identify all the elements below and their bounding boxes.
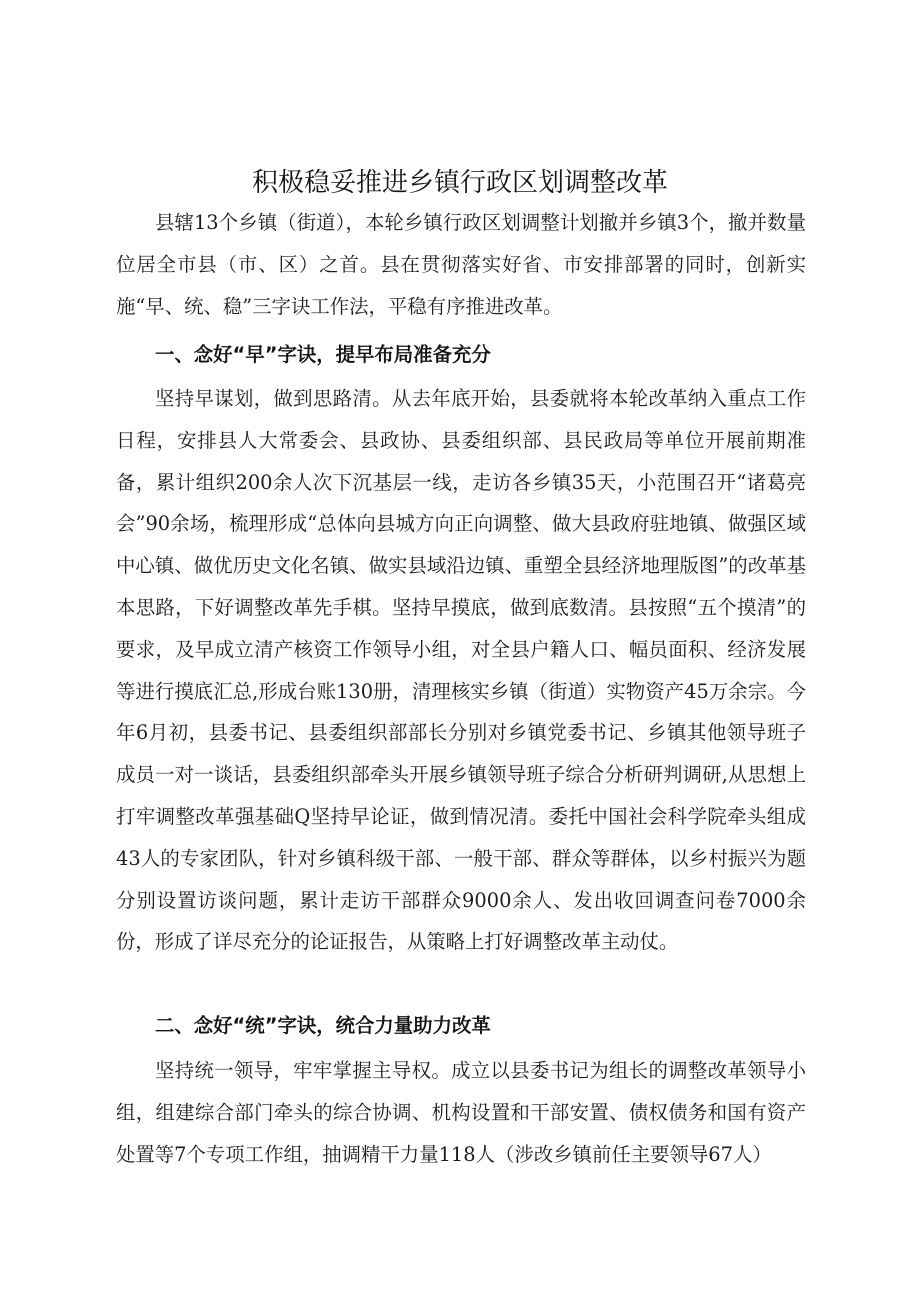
section-paragraph-early: 坚持早谋划，做到思路清。从去年底开始，县委就将本轮改革纳入重点工作日程，安排县人大常委会、县政协、县委组织部、县民政局等单位开展前期准备，累计组织200余人次下沉基层一线，走访各乡镇35天，小范围召开“诸葛亮会”90余场，梳理形成“总体向县城方向正向调整、做大县政府驻地镇、做强区域中心镇、做优历史文化名镇、做实县域沿边镇、重塑全县经济地理版图”的改革基本思路，下好调整改革先手棋。坚持早摸底，做到底数清。县按照“五个摸清”的要求，及早成立清产核资工作领导小组，对全县户籍人口、幅员面积、经济发展等进行摸底汇总,形成台账130册，清理核实乡镇（街道）实物资产45万余宗。今年6月初，县委书记、县委组织部部长分别对乡镇党委书记、乡镇其他领导班子成员一对一谈话，县委组织部牵头开展乡镇领导班子综合分析研判调研,从思想上打牢调整改革强基础Q坚持早论证，做到情况清。委托中国社会科学院牵头组成43人的专家团队，针对乡镇科级干部、一般干部、群众等群体，以乡村振兴为题分别设置访谈问题，累计走访干部群众9000余人、发出收回调查问卷7000余份，形成了详尽充分的论证报告，从策略上打好调整改革主动仗。 — [116, 387, 806, 954]
section-paragraph-unified: 坚持统一领导，牢牢掌握主导权。成立以县委书记为组长的调整改革领导小组，组建综合部门牵头的综合协调、机构设置和干部安置、债权债务和国有资产处置等7个专项工作组，抽调精干力量118人（涉改乡镇前任主要领导67人） — [116, 1059, 806, 1166]
section-heading-unified: 二、念好“统”字诀，统合力量助力改革 — [155, 1014, 491, 1037]
intro-paragraph: 县辖13个乡镇（街道），本轮乡镇行政区划调整计划撤并乡镇3个，撤并数量位居全市县（市、区）之首。县在贯彻落实好省、市安排部署的同时，创新实施“早、统、稳”三字诀工作法，平稳有序推进改革。 — [116, 211, 806, 318]
document-title: 积极稳妥推进乡镇行政区划调整改革 — [251, 168, 668, 199]
section-heading-early: 一、念好“早”字诀，提早布局准备充分 — [155, 343, 491, 366]
